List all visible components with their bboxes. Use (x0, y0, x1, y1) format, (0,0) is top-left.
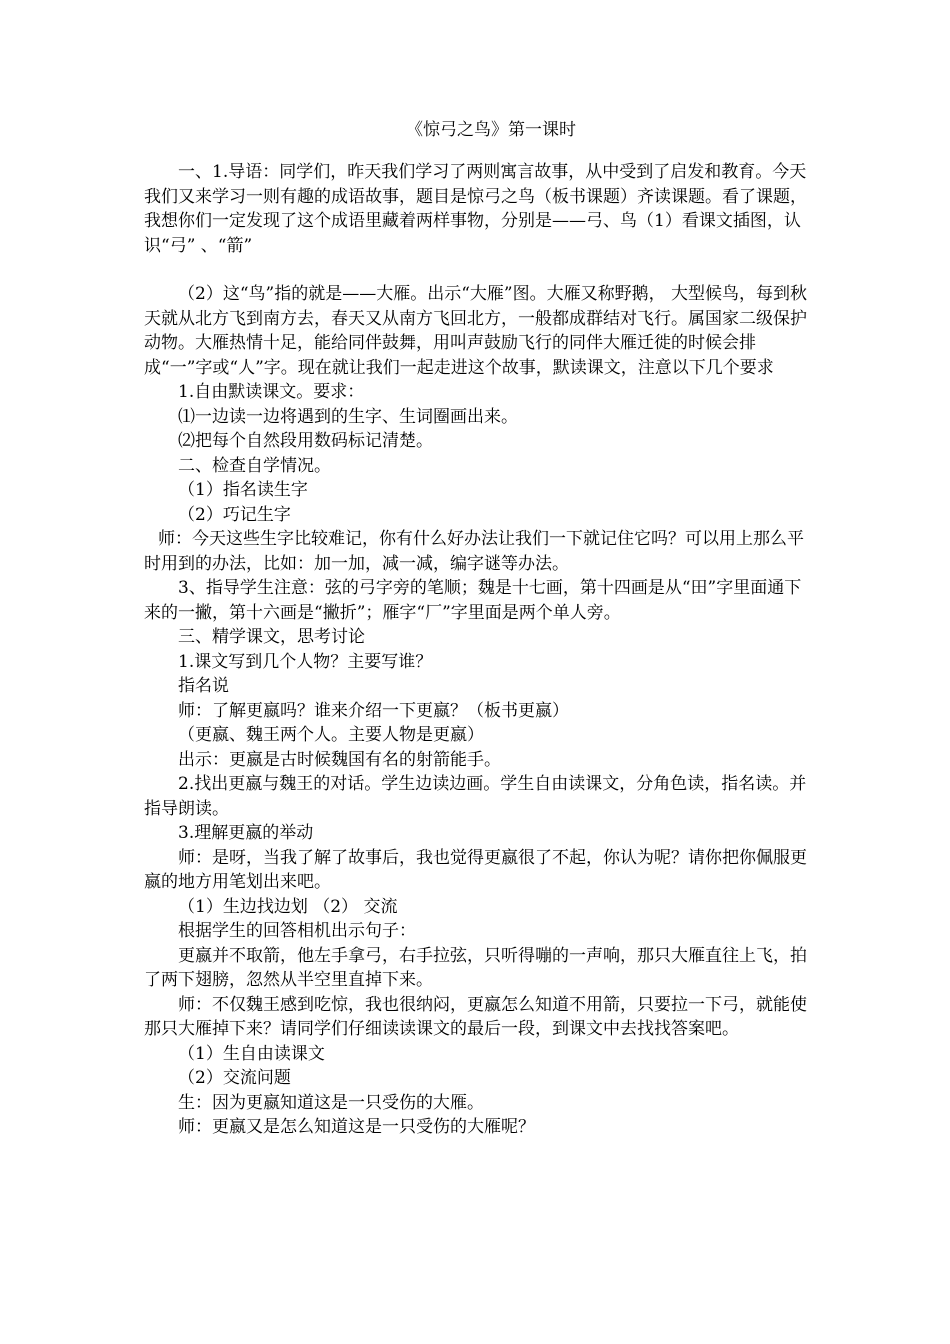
paragraph-two-people: （更嬴、魏王两个人。主要人物是更嬴） (178, 725, 484, 745)
paragraph-teacher-puzzled: 师：不仅魏王感到吃惊，我也很纳闷，更嬴怎么知道不用箭，只要拉一下弓，就能使那只大雁掉下来？请同学们仔细读读课文的最后一段，到课文中去找找答案吧。 (144, 994, 807, 1039)
paragraph-dialogue: 2.找出更嬴与魏王的对话。学生边读边画。学生自由读课文，分角色读，指名读。并指导朗读。 (144, 774, 807, 819)
paragraph-find-and-share: （1）生边找边划 （2） 交流 (178, 896, 398, 917)
paragraph-requirements: 1.自由默读课文。要求： (178, 382, 365, 402)
paragraph-quote: 更嬴并不取箭，他左手拿弓，右手拉弦，只听得嘣的一声响，那只大雁直往上飞，拍了两下翅膀，忽然从半空里直掉下来。 (144, 945, 807, 990)
paragraph-name-say: 指名说 (178, 676, 229, 696)
paragraph-memorize-chars: （2）巧记生字 (178, 504, 291, 525)
section-heading-3: 三、精学课文，思考讨论 (178, 627, 365, 647)
paragraph-teacher-gengying: 师：了解更嬴吗？谁来介绍一下更嬴？（板书更嬴） (178, 700, 569, 721)
paragraph-understand-action: 3.理解更嬴的举动 (178, 823, 314, 843)
paragraph-show-sentence: 根据学生的回答相机出示句子： (178, 921, 416, 941)
document-title: 《惊弓之鸟》第一课时 (406, 120, 576, 140)
paragraph-question-1: 1.课文写到几个人物？主要写谁？ (178, 651, 433, 672)
paragraph-share-questions: （2）交流问题 (178, 1068, 291, 1088)
section-heading-2: 二、检查自学情况。 (178, 455, 331, 476)
paragraph-req-2: ⑵把每个自然段用数码标记清楚。 (178, 431, 433, 451)
paragraph-teacher-admire: 师：是呀，当我了解了故事后，我也觉得更嬴很了不起，你认为呢？请你把你佩服更嬴的地方用笔划出来吧。 (144, 847, 807, 892)
paragraph-teacher-memorize: 师：今天这些生字比较难记，你有什么好办法让我们一下就记住它吗？可以用上那么平时用到的办法，比如：加一加，减一减，编字谜等办法。 (144, 529, 804, 574)
paragraph-stroke-guidance: 3、指导学生注意：弦的弓字旁的笔顺；魏是十七画，第十四画是从“田”字里面通下来的一撇，第十六画是“撇折”；雁字“厂”字里面是两个单人旁。 (144, 578, 802, 623)
paragraph-free-read: （1）生自由读课文 (178, 1043, 325, 1064)
document-page (144, 118, 812, 1140)
paragraph-teacher-question: 师：更嬴又是怎么知道这是一只受伤的大雁呢？ (178, 1117, 535, 1137)
paragraph-student-answer: 生：因为更嬴知道这是一只受伤的大雁。 (178, 1092, 484, 1113)
paragraph-wild-goose: （2）这“鸟”指的就是——大雁。出示“大雁”图。大雁又称野鹅， 大型候鸟，每到秋天就从北方飞到南方去，春天又从南方飞回北方，一般都成群结对飞行。属国家二级保护动物。大雁热情十足，能给同伴鼓舞，用叫声鼓励飞行的同伴大雁迁徙的时候会排成“一”字或“人”字。现在就让我们一起走进这个故事，默读课文，注意以下几个要求 (144, 284, 807, 378)
paragraph-show-archer: 出示：更嬴是古时候魏国有名的射箭能手。 (178, 749, 501, 770)
paragraph-intro: 一、1.导语：同学们，昨天我们学习了两则寓言故事，从中受到了启发和教育。今天我们又来学习一则有趣的成语故事，题目是惊弓之鸟（板书课题）齐读课题。看了课题，我想你们一定发现了这个成语里藏着两样事物，分别是——弓、鸟（1）看课文插图，认识“弓” 、“箭” (144, 162, 807, 256)
paragraph-read-chars: （1）指名读生字 (178, 480, 308, 500)
paragraph-req-1: ⑴一边读一边将遇到的生字、生词圈画出来。 (178, 406, 518, 427)
